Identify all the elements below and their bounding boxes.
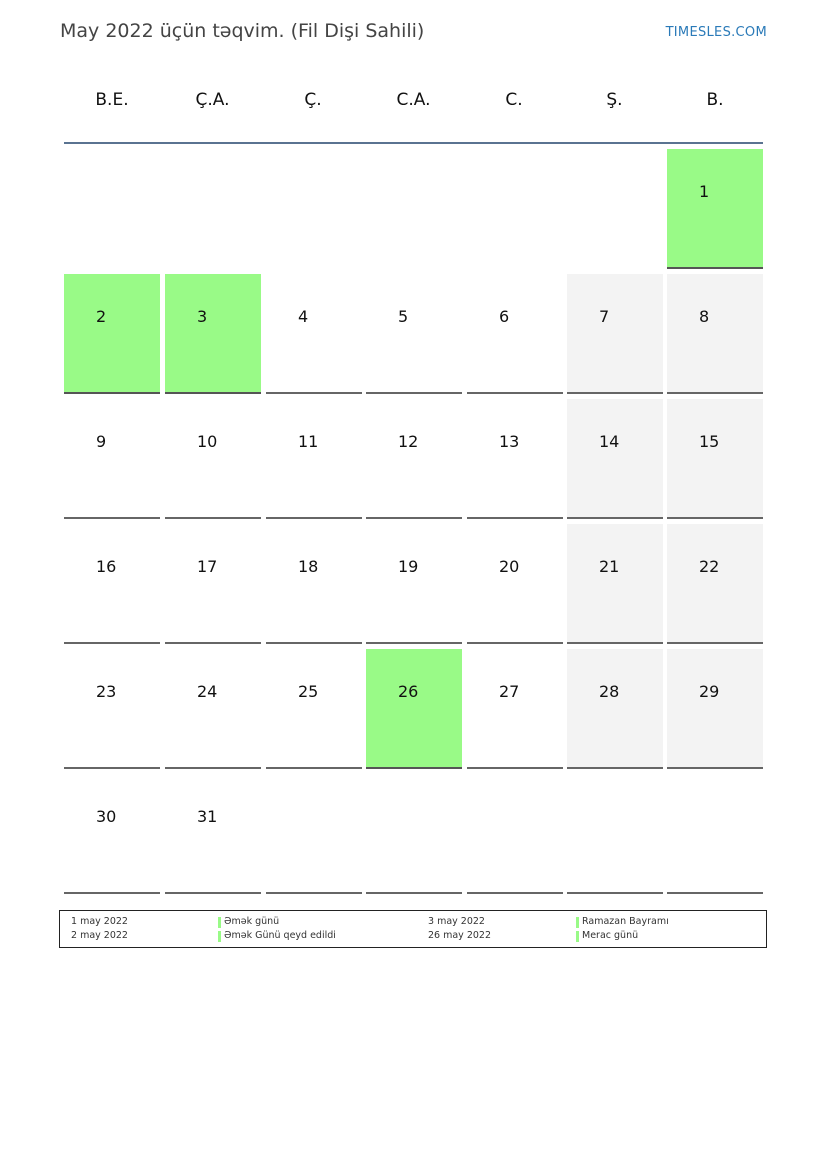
- empty-cell: [266, 149, 362, 269]
- weekday-label: C.: [505, 90, 523, 110]
- day-number: 16: [96, 557, 117, 576]
- brand-link[interactable]: TIMESLES.COM: [665, 25, 767, 40]
- day-number: 4: [298, 307, 309, 326]
- legend-date: 3 may 2022: [428, 916, 485, 927]
- day-cell: [165, 774, 261, 894]
- day-number: 21: [599, 557, 620, 576]
- holiday-marker: [576, 931, 579, 942]
- day-number: 28: [599, 682, 620, 701]
- weekday-label: Ş.: [606, 90, 623, 110]
- day-number: 22: [699, 557, 720, 576]
- day-cell: [366, 649, 462, 769]
- day-cell: [667, 399, 763, 519]
- weekday-label: B.: [706, 90, 724, 110]
- day-cell: [567, 274, 663, 394]
- day-cell: [266, 524, 362, 644]
- legend-name: Əmək Günü qeyd edildi: [224, 930, 336, 941]
- day-number: 20: [499, 557, 520, 576]
- legend-item: [576, 916, 669, 927]
- day-cell: [64, 649, 160, 769]
- day-number: 17: [197, 557, 218, 576]
- day-number: 9: [96, 432, 107, 451]
- day-cell: [667, 524, 763, 644]
- legend-item: [218, 916, 279, 927]
- day-cell: [64, 274, 160, 394]
- day-number: 14: [599, 432, 620, 451]
- day-number: 6: [499, 307, 510, 326]
- day-cell: [467, 774, 563, 894]
- day-cell: [567, 524, 663, 644]
- day-number: 13: [499, 432, 520, 451]
- day-number: 31: [197, 807, 218, 826]
- legend-name: Merac günü: [582, 930, 639, 941]
- day-number: 3: [197, 307, 208, 326]
- day-cell: [366, 399, 462, 519]
- empty-cell: [467, 149, 563, 269]
- day-number: 18: [298, 557, 319, 576]
- day-number: 10: [197, 432, 218, 451]
- day-number: 8: [699, 307, 710, 326]
- day-number: 12: [398, 432, 419, 451]
- page-title: May 2022 üçün təqvim. (Fil Dişi Sahili): [60, 20, 425, 42]
- day-cell: [266, 774, 362, 894]
- day-cell: [64, 399, 160, 519]
- day-cell: [467, 524, 563, 644]
- day-number: 5: [398, 307, 409, 326]
- day-cell: [667, 774, 763, 894]
- day-cell: [64, 524, 160, 644]
- legend-name: Əmək günü: [224, 916, 280, 927]
- day-number: 30: [96, 807, 117, 826]
- day-cell: [366, 524, 462, 644]
- day-cell: [567, 399, 663, 519]
- legend-name: Ramazan Bayramı: [582, 916, 669, 927]
- holiday-legend: [59, 910, 767, 948]
- day-cell: [667, 149, 763, 269]
- weekday-header: [64, 90, 763, 120]
- holiday-marker: [218, 917, 221, 928]
- day-cell: [266, 274, 362, 394]
- empty-cell: [366, 149, 462, 269]
- day-cell: [64, 774, 160, 894]
- empty-cell: [64, 149, 160, 269]
- legend-date: 26 may 2022: [428, 930, 492, 941]
- weekday-label: Ç.: [304, 90, 322, 110]
- day-cell: [567, 649, 663, 769]
- header-divider: [64, 142, 763, 144]
- day-number: 27: [499, 682, 520, 701]
- day-number: 29: [699, 682, 720, 701]
- day-number: 2: [96, 307, 107, 326]
- empty-cell: [165, 149, 261, 269]
- day-cell: [165, 274, 261, 394]
- day-number: 1: [699, 182, 710, 201]
- weekday-label: C.A.: [396, 90, 431, 110]
- holiday-marker: [576, 917, 579, 928]
- weekday-label: Ç.A.: [195, 90, 230, 110]
- day-number: 15: [699, 432, 720, 451]
- day-number: 24: [197, 682, 218, 701]
- day-cell: [366, 274, 462, 394]
- empty-cell: [567, 149, 663, 269]
- day-cell: [266, 649, 362, 769]
- day-cell: [667, 649, 763, 769]
- day-cell: [667, 274, 763, 394]
- legend-item: [218, 930, 336, 941]
- day-cell: [165, 399, 261, 519]
- day-cell: [467, 649, 563, 769]
- weekday-label: B.E.: [95, 90, 129, 110]
- day-cell: [467, 274, 563, 394]
- holiday-marker: [218, 931, 221, 942]
- day-number: 26: [398, 682, 419, 701]
- legend-date: 2 may 2022: [71, 930, 128, 941]
- day-number: 7: [599, 307, 610, 326]
- day-cell: [366, 774, 462, 894]
- day-cell: [266, 399, 362, 519]
- legend-item: [576, 930, 638, 941]
- legend-date: 1 may 2022: [71, 916, 128, 927]
- day-number: 19: [398, 557, 419, 576]
- day-number: 25: [298, 682, 319, 701]
- day-cell: [567, 774, 663, 894]
- day-cell: [165, 524, 261, 644]
- day-cell: [467, 399, 563, 519]
- day-number: 11: [298, 432, 319, 451]
- day-number: 23: [96, 682, 117, 701]
- day-cell: [165, 649, 261, 769]
